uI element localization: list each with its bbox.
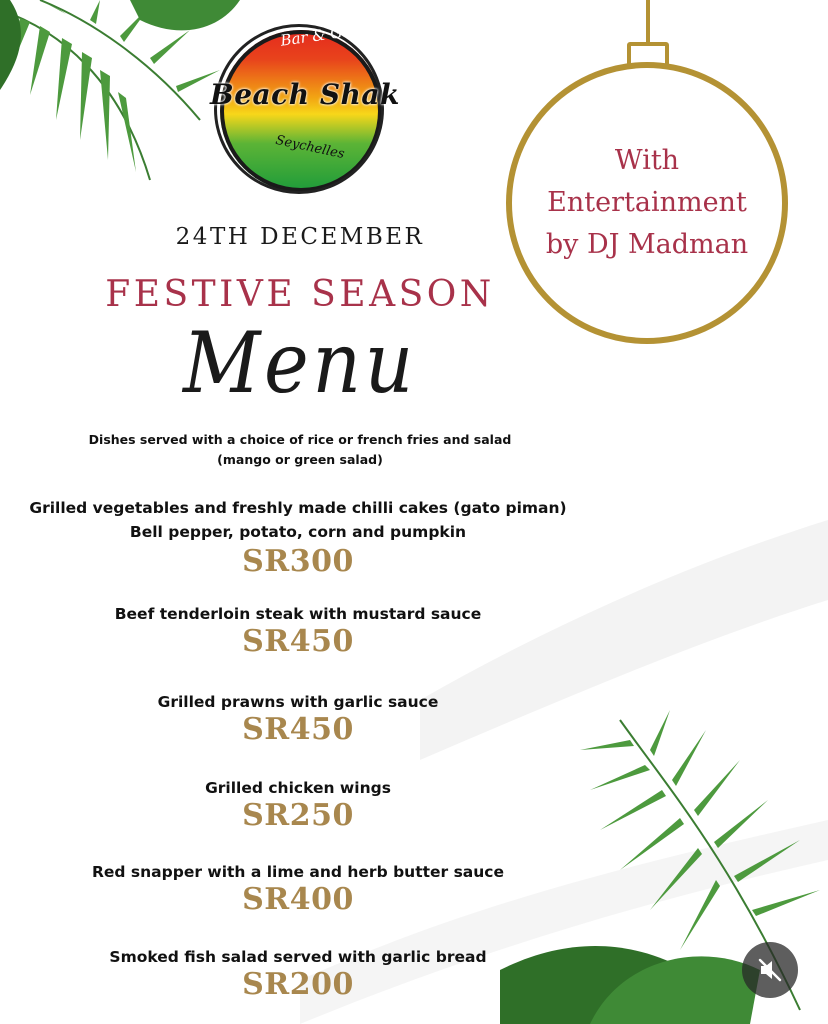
dish-item (20, 602, 576, 626)
dish-price: SR250 (242, 798, 354, 833)
dish-item (20, 776, 576, 800)
dish-item (20, 496, 576, 544)
ornament-string (646, 0, 650, 44)
dish-price: SR200 (242, 967, 354, 1002)
logo-location: Seychelles (274, 132, 346, 163)
beach-shak-logo (190, 20, 420, 190)
dish-price: SR300 (242, 544, 354, 579)
dish-detail: Bell pepper, potato, corn and pumpkin (129, 523, 467, 541)
dish-name: Grilled prawns with garlic sauce (157, 693, 439, 711)
menu-note-line-2: (mango or green salad) (217, 452, 383, 467)
dish-price: SR400 (242, 882, 354, 917)
dish-name: Grilled chicken wings (205, 779, 391, 797)
dish-name: Grilled vegetables and freshly made chilli cakes (gato piman) (29, 499, 567, 517)
ornament-line-1: With (614, 145, 680, 176)
mute-button[interactable] (742, 942, 798, 998)
dish-price: SR450 (242, 712, 354, 747)
dish-price: SR450 (242, 624, 354, 659)
menu-note-line-1: Dishes served with a choice of rice or french fries and salad (88, 432, 512, 447)
dish-item (20, 690, 576, 714)
logo-tagline: Bar & Grill (279, 20, 365, 50)
ornament-line-2: Entertainment (547, 187, 747, 218)
entertainment-ornament (506, 62, 788, 344)
festive-title: FESTIVE SEASON (105, 274, 495, 315)
dish-name: Red snapper with a lime and herb butter sauce (91, 863, 504, 881)
speaker-muted-icon (757, 957, 783, 983)
menu-script-title: Menu (183, 314, 417, 412)
dish-item (20, 945, 576, 969)
logo-name: Beach Shak (210, 78, 400, 111)
ornament-line-3: by DJ Madman (545, 229, 749, 260)
menu-note (60, 430, 540, 470)
dish-item (20, 860, 576, 884)
dish-name: Smoked fish salad served with garlic bread (109, 948, 487, 966)
dish-name: Beef tenderloin steak with mustard sauce (114, 605, 482, 623)
event-date: 24TH DECEMBER (175, 224, 425, 250)
